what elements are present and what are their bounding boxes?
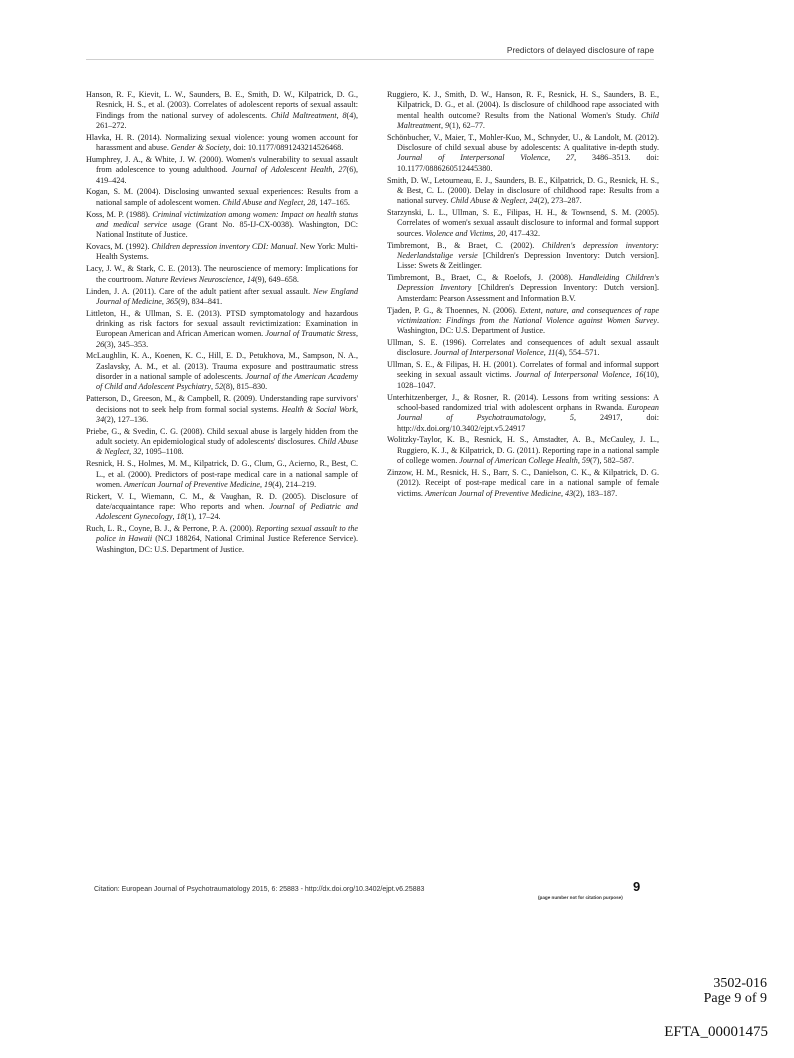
reference-text-segment: ,	[355, 404, 358, 414]
reference-entry	[387, 435, 659, 466]
reference-italic-segment: Health & Social Work	[281, 404, 356, 414]
header-divider	[86, 59, 654, 60]
reference-text-segment: Wolitzky-Taylor, K. B., Resnick, H. S., Amstadter, A. B., McCauley, J. L., Ruggiero, K. J., & Kilpatrick, D. G. (2011). Reporting rape in a national sample of college women.	[387, 435, 659, 466]
reference-text-segment: (10), 1028–1047.	[397, 370, 660, 390]
reference-entry	[387, 360, 659, 391]
running-title: Predictors of delayed disclosure of rape	[506, 45, 654, 55]
reference-text-segment: (NCJ 188264, National Criminal Justice Reference Service). Washington, DC: U.S. Department of Justice.	[96, 534, 358, 554]
reference-text-segment: (4), 554–571.	[555, 348, 600, 358]
reference-entry	[387, 306, 659, 337]
reference-italic-segment: 20	[497, 228, 506, 238]
reference-entry	[86, 309, 358, 350]
reference-text-segment: , 3486–3513. doi: 10.1177/0886260512445380.	[397, 153, 659, 173]
reference-entry	[86, 427, 358, 458]
reference-italic-segment: 27	[338, 165, 347, 175]
reference-text-segment: Rickert, V. I., Wiemann, C. M., & Vaughan, R. D. (2005). Disclosure of date/acquaintance rape: Who reports and when.	[86, 491, 358, 511]
reference-text-segment: Ullman, S. E. (1996). Correlates and consequences of adult sexual assault disclosure.	[387, 337, 659, 358]
reference-italic-segment: 8	[342, 110, 347, 120]
reference-text-segment: ,	[336, 110, 343, 120]
reference-text-segment: , 24917, doi: http://dx.doi.org/10.3402/ejpt.v5.24917	[397, 413, 660, 433]
reference-entry	[387, 393, 659, 434]
reference-text-segment: ,	[548, 153, 566, 163]
reference-text-segment: (Grant No. 85-IJ-CX-0038). Washington, DC: National Institute of Justice.	[96, 219, 359, 240]
reference-text-segment: ,	[525, 196, 530, 206]
reference-italic-segment: Child Abuse and Neglect	[222, 197, 304, 207]
reference-text-segment: (4), 261–272.	[96, 110, 359, 130]
reference-entry	[86, 287, 358, 308]
reference-text-segment: Patterson, D., Greeson, M., & Campbell, R. (2009). Understanding rape survivors' decisions not to seek help from formal social systems.	[86, 394, 358, 414]
reference-italic-segment: Journal of Interpersonal Violence	[515, 370, 630, 380]
reference-text-segment: ,	[129, 447, 134, 457]
reference-text-segment: Tjaden, P. G., & Thoennes, N. (2006).	[387, 305, 520, 315]
reference-italic-segment: 5	[569, 413, 574, 423]
reference-text-segment: . Washington, DC: U.S. Department of Justice.	[397, 315, 659, 336]
reference-italic-segment: Journal of the American Academy of Child and Adolescent Psychiatry	[96, 372, 358, 392]
reference-italic-segment: Children's depression inventory: Nederlandstalige versie	[397, 240, 660, 260]
reference-italic-segment: Handleiding Children's Depression Inventory	[397, 273, 659, 293]
reference-italic-segment: Violence and Victims	[425, 228, 494, 238]
bates-number: EFTA_00001475	[664, 1024, 768, 1040]
reference-italic-segment: 18	[176, 512, 185, 522]
reference-text-segment: Resnick, H. S., Holmes, M. M., Kilpatrick, D. G., Clum, G., Acierno, R., Best, C. L., et al. (2000). Predictors of post-rape medical care in a national sample of women.	[86, 459, 358, 489]
reference-text-segment: Ruch, L. R., Coyne, B. J., & Perrone, P. A. (2000).	[86, 524, 256, 534]
reference-italic-segment: New England Journal of Medicine	[96, 286, 359, 306]
reference-italic-segment: 11	[547, 348, 556, 358]
reference-italic-segment: American Journal of Preventive Medicine	[123, 479, 260, 489]
reference-text-segment: Humphrey, J. A., & White, J. W. (2000). Women's vulnerability to sexual assault from adolescence to young adulthood.	[86, 154, 358, 175]
reference-text-segment: . New York: Multi-Health Systems.	[96, 242, 358, 262]
reference-text-segment: Starzynski, L. L., Ullman, S. E., Filipas, H. H., & Townsend, S. M. (2005). Correlates of women's sexual assault disclosure to informal and formal support sources.	[387, 208, 659, 238]
reference-text-segment: [Children's Depression Inventory: Dutch version]. Amsterdam: Pearson Assessment and Information B.V.	[397, 283, 659, 303]
reference-italic-segment: Gender & Society	[170, 143, 230, 153]
reference-italic-segment: Journal of Pediatric and Adolescent Gynecology	[96, 502, 358, 522]
reference-italic-segment: American Journal of Preventive Medicine	[425, 488, 561, 498]
reference-italic-segment: 16	[635, 370, 644, 380]
reference-text-segment: (7), 582–587.	[590, 456, 635, 466]
reference-text-segment: (2), 183–187.	[573, 488, 618, 498]
reference-italic-segment: 9	[445, 120, 450, 130]
reference-italic-segment: 365	[165, 296, 179, 306]
reference-text-segment: ,	[172, 512, 177, 522]
reference-text-segment: ,	[303, 197, 308, 207]
reference-entry	[86, 264, 358, 285]
reference-entry	[387, 468, 659, 499]
reference-text-segment: , doi: 10.1177/0891243214526468.	[229, 143, 344, 153]
reference-italic-segment: Child Maltreatment	[397, 110, 659, 130]
reference-text-segment: ,	[259, 479, 265, 489]
reference-text-segment: ,	[493, 228, 498, 238]
reference-text-segment: , 417–432.	[505, 228, 540, 238]
footer-page-number: 9	[633, 879, 641, 894]
reference-italic-segment: 52	[215, 382, 224, 392]
reference-italic-segment: Journal of Traumatic Stress	[265, 329, 356, 339]
reference-italic-segment: 26	[96, 339, 105, 349]
reference-italic-segment: 14	[246, 274, 255, 284]
reference-text-segment: Unterhitzenberger, J., & Rosner, R. (2014). Lessons from writing sessions: A school-based randomized trial with adolescent orphans in Rwanda.	[387, 392, 659, 412]
reference-italic-segment: Reporting sexual assault to the police in Hawaii	[96, 524, 358, 544]
reference-text-segment: ,	[577, 456, 582, 466]
reference-entry	[86, 242, 358, 263]
reference-text-segment: (9), 649–658.	[254, 274, 299, 284]
reference-text-segment: (9), 834–841.	[178, 296, 223, 306]
reference-text-segment: ,	[543, 348, 548, 358]
reference-entry	[86, 459, 358, 490]
reference-text-segment: McLaughlin, K. A., Koenen, K. C., Hill, E. D., Petukhova, M., Sampson, N. A., Zaslavsky, A. M., et al. (2013). Trauma exposure and posttraumatic stress disorder in a national sample of adolescents.	[86, 351, 358, 382]
reference-text-segment: [Children's Depression Inventory: Dutch version]. Lisse: Swets & Zeitlinger.	[397, 250, 659, 271]
reference-text-segment: ,	[440, 120, 445, 130]
reference-entry	[387, 90, 659, 131]
references-column-right	[387, 90, 659, 500]
reference-text-segment: (8), 815–830.	[223, 382, 268, 392]
reference-italic-segment: 32	[133, 447, 142, 457]
reference-text-segment: Hanson, R. F., Kievit, L. W., Saunders, B. E., Smith, D. W., Kilpatrick, D. G., Resnick, H. S., et al. (2003). Correlates of adolescent reports of sexual assault: Findings from the national survey of adolescents.	[86, 90, 358, 120]
reference-italic-segment: Journal of Interpersonal Violence	[397, 153, 549, 163]
references-column-left	[86, 90, 358, 557]
reference-italic-segment: European Journal of Psychotraumatology	[397, 402, 659, 423]
reference-text-segment: Smith, D. W., Letourneau, E. J., Saunders, B. E., Kilpatrick, D. G., Resnick, H. S., & Best, C. L. (2000). Delay in disclosure of childhood rape: Results from a national survey.	[387, 175, 659, 206]
reference-entry	[387, 176, 659, 207]
reference-italic-segment: 59	[581, 456, 591, 466]
reference-italic-segment: Children depression inventory CDI: Manual	[151, 242, 296, 252]
reference-text-segment: (1), 17–24.	[184, 512, 221, 522]
reference-text-segment: (1), 62–77.	[449, 120, 485, 130]
reference-text-segment: , 1095–1108.	[141, 447, 184, 457]
reference-entry	[86, 394, 358, 425]
reference-italic-segment: 28	[307, 197, 316, 207]
reference-text-segment: Timbremont, B., & Braet, C. (2002).	[387, 240, 542, 250]
reference-italic-segment: 24	[529, 196, 538, 206]
reference-entry	[86, 155, 358, 186]
reference-italic-segment: Extent, nature, and consequences of rape victimization: Findings from the National Violence against Women Survey	[397, 305, 659, 325]
reference-italic-segment: Journal of Interpersonal Violence	[434, 348, 544, 358]
reference-text-segment: Zinzow, H. M., Resnick, H. S., Barr, S. C., Danielson, C. K., & Kilpatrick, D. G. (2012). Receipt of post-rape medical care in a national sample of female victims.	[387, 467, 659, 498]
reference-text-segment: Priebe, G., & Svedin, C. G. (2008). Child sexual abuse is largely hidden from the adult society. An epidemiological study of adolescents' disclosures.	[86, 426, 358, 447]
reference-text-segment: Littleton, H., & Ullman, S. E. (2013). PTSD symptomatology and hazardous drinking as risk factors for sexual assault revictimization: Examination in European American and African American women.	[86, 308, 358, 339]
reference-entry	[86, 351, 358, 392]
reference-text-segment: ,	[161, 296, 166, 306]
reference-text-segment: (2), 127–136.	[104, 414, 149, 424]
reference-italic-segment: Nature Reviews Neuroscience	[145, 274, 243, 284]
reference-entry	[86, 210, 358, 241]
reference-text-segment: Hlavka, H. R. (2014). Normalizing sexual violence: young women account for harassment and abuse.	[86, 132, 358, 153]
reference-italic-segment: Child Abuse & Neglect	[96, 437, 358, 457]
reference-italic-segment: 19	[264, 479, 273, 489]
reference-entry	[86, 133, 358, 154]
reference-italic-segment: Criminal victimization among women: Impact on health status and medical service usage	[96, 209, 358, 229]
reference-italic-segment: 34	[96, 414, 105, 424]
reference-italic-segment: Child Abuse & Neglect	[450, 196, 526, 206]
footer-citation: Citation: European Journal of Psychotraumatology 2015, 6: 25883 - http://dx.doi.org/10.3402/ejpt.v6.25883	[94, 886, 425, 893]
footer-page-note: (page number not for citation purpose)	[538, 895, 623, 900]
reference-entry	[387, 241, 659, 272]
reference-entry	[86, 187, 358, 208]
reference-entry	[86, 524, 358, 555]
reference-italic-segment: 27	[565, 153, 575, 163]
reference-entry	[387, 273, 659, 304]
reference-italic-segment: Journal of American College Health	[459, 456, 578, 466]
reference-entry	[387, 338, 659, 359]
reference-text-segment: , 147–165.	[315, 197, 350, 207]
reference-entry	[387, 133, 659, 174]
reference-text-segment: Kovacs, M. (1992).	[86, 242, 152, 252]
reference-text-segment: ,	[242, 274, 247, 284]
reference-text-segment: Kogan, S. M. (2004). Disclosing unwanted sexual experiences: Results from a national sample of adolescent women.	[86, 187, 358, 207]
reference-text-segment: ,	[210, 382, 215, 392]
reference-entry	[86, 90, 358, 131]
reference-text-segment: ,	[332, 165, 339, 175]
reference-text-segment: Timbremont, B., Braet, C., & Roelofs, J. (2008).	[387, 273, 579, 283]
reference-text-segment: ,	[629, 370, 636, 380]
reference-italic-segment: 43	[565, 488, 574, 498]
reference-text-segment: (6), 419–424.	[96, 165, 358, 185]
reference-text-segment: (2), 273–287.	[537, 196, 582, 206]
reference-entry	[86, 492, 358, 523]
reference-text-segment: ,	[560, 488, 566, 498]
reference-italic-segment: Journal of Adolescent Health	[231, 165, 333, 175]
reference-text-segment: Linden, J. A. (2011). Care of the adult patient after sexual assault.	[86, 286, 314, 296]
page-count-stamp: Page 9 of 9	[703, 991, 767, 1006]
reference-text-segment: Ullman, S. E., & Filipas, H. H. (2001). Correlates of formal and informal support seeking in sexual assault victims.	[387, 360, 659, 380]
reference-text-segment: Lacy, J. W., & Stark, C. E. (2013). The neuroscience of memory: Implications for the courtroom.	[86, 264, 358, 284]
reference-text-segment: ,	[355, 329, 358, 339]
document-id-stamp: 3502-016	[713, 976, 767, 991]
reference-text-segment: (3), 345–353.	[104, 339, 149, 349]
reference-text-segment: ,	[543, 413, 570, 423]
reference-text-segment: Ruggiero, K. J., Smith, D. W., Hanson, R. F., Resnick, H. S., Saunders, B. E., Kilpatrick, D. G., et al. (2004). Is disclosure of childhood rape associated with mental health outcome? Results from the National Women's Study.	[387, 90, 659, 120]
reference-text-segment: Koss, M. P. (1988).	[86, 209, 153, 219]
reference-entry	[387, 208, 659, 239]
reference-text-segment: Schönbucher, V., Maier, T., Mohler-Kuo, M., Schnyder, U., & Landolt, M. (2012). Disclosure of child sexual abuse by adolescents: A qualitative in-depth study.	[387, 132, 659, 153]
reference-text-segment: (4), 214–219.	[272, 479, 317, 489]
reference-italic-segment: Child Maltreatment	[270, 110, 337, 120]
